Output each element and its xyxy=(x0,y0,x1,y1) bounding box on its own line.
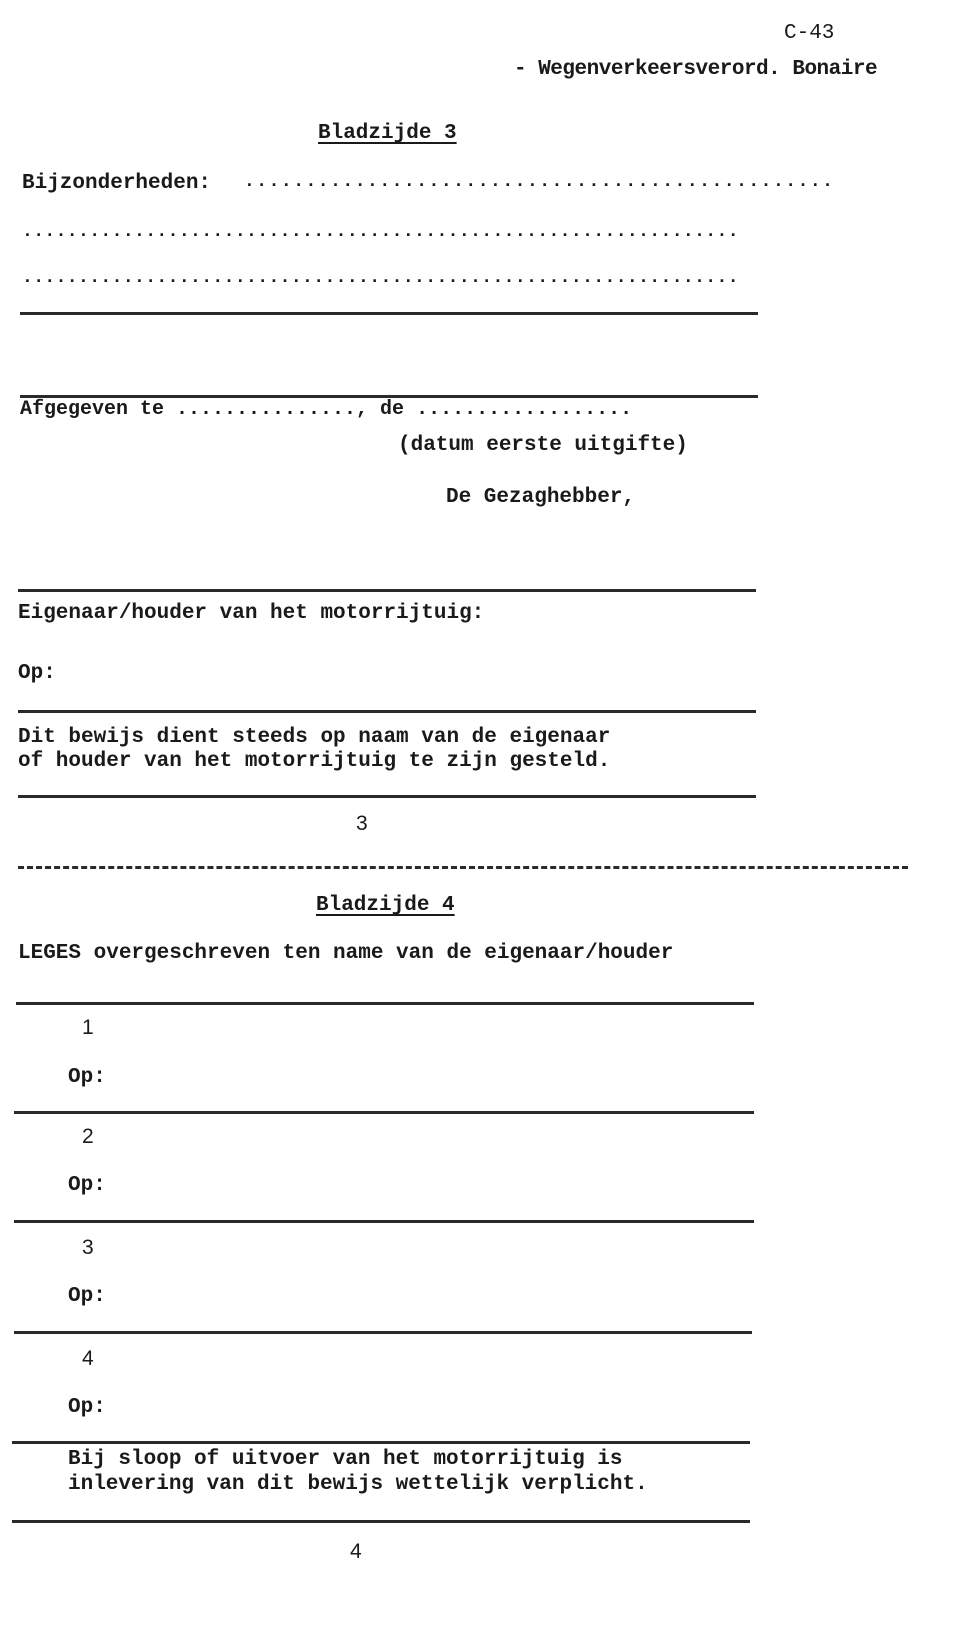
divider xyxy=(14,1111,754,1114)
entry-number: 2 xyxy=(82,1125,94,1148)
issued-line: Afgegeven te ..............., de .................. xyxy=(20,398,633,421)
cut-line xyxy=(18,866,908,869)
divider xyxy=(20,312,758,315)
notice-line: Bij sloop of uitvoer van het motorrijtuig is xyxy=(68,1448,623,1471)
entry-op-label: Op: xyxy=(68,1396,106,1419)
divider xyxy=(18,795,756,798)
page4-heading: Bladzijde 4 xyxy=(316,894,455,917)
entry-op-label: Op: xyxy=(68,1174,106,1197)
divider xyxy=(12,1520,750,1523)
details-dots-1: ................................................ xyxy=(244,172,835,192)
entry-op-label: Op: xyxy=(68,1285,106,1308)
details-dots-3: ................................................................ xyxy=(22,268,739,288)
signer-label: De Gezaghebber, xyxy=(446,486,636,509)
notice-line: inlevering van dit bewijs wettelijk verplicht. xyxy=(68,1473,648,1496)
entry-number: 3 xyxy=(82,1236,94,1259)
divider xyxy=(14,1331,752,1334)
divider xyxy=(14,1220,754,1223)
entry-number: 1 xyxy=(82,1016,94,1039)
divider xyxy=(12,1441,750,1444)
date-note: (datum eerste uitgifte) xyxy=(398,434,688,457)
document-code: C-43 xyxy=(784,22,835,45)
details-dots-2: ................................................................ xyxy=(22,222,739,242)
entry-number: 4 xyxy=(82,1347,94,1370)
divider xyxy=(18,589,756,592)
entry-op-label: Op: xyxy=(68,1066,106,1089)
details-label: Bijzonderheden: xyxy=(22,172,212,195)
document-title: - Wegenverkeersverord. Bonaire xyxy=(514,58,878,81)
page4-number: 4 xyxy=(350,1540,362,1563)
page3-heading: Bladzijde 3 xyxy=(318,122,457,145)
notice-line: Dit bewijs dient steeds op naam van de eigenaar xyxy=(18,726,611,749)
owner-op-label: Op: xyxy=(18,662,56,685)
page3-number: 3 xyxy=(356,812,368,835)
divider xyxy=(16,1002,754,1005)
owner-label: Eigenaar/houder van het motorrijtuig: xyxy=(18,602,485,625)
leges-label: LEGES overgeschreven ten name van de eigenaar/houder xyxy=(18,942,674,965)
notice-line: of houder van het motorrijtuig te zijn gesteld. xyxy=(18,750,611,773)
divider xyxy=(18,710,756,713)
